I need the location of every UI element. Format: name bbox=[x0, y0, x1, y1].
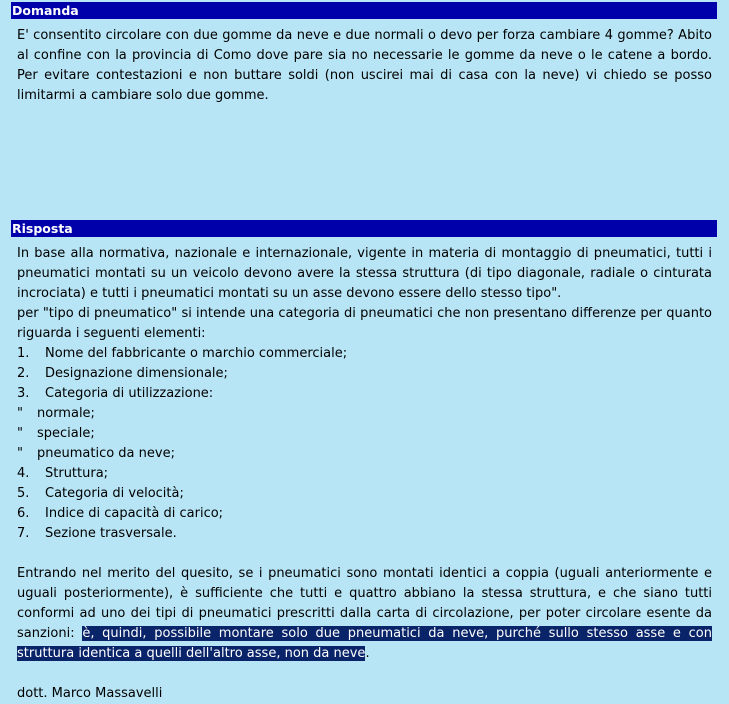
question-text bbox=[17, 26, 712, 106]
list-item-number: 5. bbox=[17, 486, 30, 501]
answer-intro: In base alla normativa, nazionale e internazionale, vigente in materia di montaggio di pneumatici, tutti i pneumatici montati su un veicolo devono avere la stessa struttura (di tipo diagonale, radiale o cinturata incrociata) e tutti i pneumatici montati su un asse devono essere dello stesso tipo". bbox=[17, 246, 712, 301]
list-item-text: Nome del fabbricante o marchio commerciale; bbox=[45, 346, 348, 361]
answer-conclusion bbox=[17, 564, 712, 664]
list-item bbox=[17, 344, 712, 364]
list-item-text: Sezione trasversale. bbox=[45, 526, 177, 541]
list-item-number: 4. bbox=[17, 466, 30, 481]
sub-list-mark: " bbox=[17, 446, 23, 461]
spacer bbox=[17, 544, 712, 564]
sub-list-item bbox=[17, 404, 712, 424]
sub-list-text: pneumatico da neve; bbox=[37, 446, 175, 461]
conclusion-prefix: Entrando nel merito del quesito, se i pneumatici sono montati identici a coppia (uguali anteriormente e uguali posteriormente), è sufficiente che tutti e quattro abbiano la stessa struttura, e che siano tutti conformi ad uno dei tipi di pneumatici prescritti dalla carta di circolazione, per poter circolare esente da sanzioni: bbox=[17, 566, 712, 641]
list-item-text: Designazione dimensionale; bbox=[45, 366, 228, 381]
list-item-number: 6. bbox=[17, 506, 30, 521]
sub-list-text: speciale; bbox=[37, 426, 95, 441]
sub-list-mark: " bbox=[17, 406, 23, 421]
criteria-list bbox=[17, 344, 712, 544]
list-item-text: Indice di capacità di carico; bbox=[45, 506, 224, 521]
sub-list-item bbox=[17, 444, 712, 464]
signature: dott. Marco Massavelli bbox=[17, 686, 163, 701]
list-item-text: Struttura; bbox=[45, 466, 109, 481]
question-heading: Domanda bbox=[11, 2, 717, 19]
list-item-number: 2. bbox=[17, 366, 30, 381]
answer-heading: Risposta bbox=[11, 220, 717, 237]
list-item-text: Categoria di velocità; bbox=[45, 486, 184, 501]
list-item bbox=[17, 504, 712, 524]
selected-text[interactable]: è, quindi, possibile montare solo due pneumatici da neve, purché sullo stesso asse e con struttura identica a quelli dell'altro asse, non da neve bbox=[17, 626, 712, 661]
list-item-number: 7. bbox=[17, 526, 30, 541]
sub-list-item bbox=[17, 424, 712, 444]
question-body: E' consentito circolare con due gomme da neve e due normali o devo per forza cambiare 4 gomme? Abito al confine con la provincia di Como dove pare sia no necessarie le gomme da neve o le catene a bordo. Per evitare contestazioni e non buttare soldi (non uscirei mai di casa con la neve) vi chiedo se posso limitarmi a cambiare solo due gomme. bbox=[17, 28, 712, 103]
answer-definition: per "tipo di pneumatico" si intende una categoria di pneumatici che non presentano differenze per quanto riguarda i seguenti elementi: bbox=[17, 306, 712, 341]
list-item bbox=[17, 524, 712, 544]
sub-list-text: normale; bbox=[37, 406, 95, 421]
list-item-number: 3. bbox=[17, 386, 30, 401]
list-item-number: 1. bbox=[17, 346, 30, 361]
sub-list-mark: " bbox=[17, 426, 23, 441]
list-item bbox=[17, 484, 712, 504]
answer-text bbox=[17, 244, 712, 704]
conclusion-suffix: . bbox=[365, 646, 370, 661]
list-item bbox=[17, 464, 712, 484]
spacer bbox=[17, 664, 712, 684]
list-item bbox=[17, 364, 712, 384]
list-item-text: Categoria di utilizzazione: bbox=[45, 386, 214, 401]
list-item bbox=[17, 384, 712, 404]
